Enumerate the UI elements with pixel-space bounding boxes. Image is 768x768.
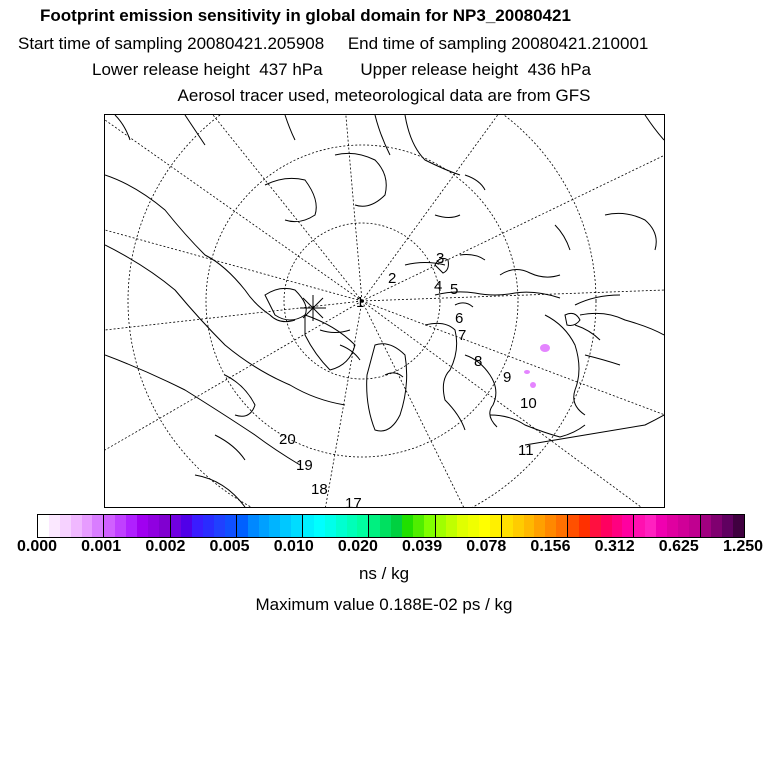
colorbar-tick-label: 0.002 [145,538,186,555]
colorbar-swatch [82,515,93,537]
colorbar-swatch [104,515,115,537]
colorbar-tick-label: 1.250 [722,538,764,555]
colorbar-tick-label: 0.625 [658,538,699,555]
track-labels [279,250,537,507]
colorbar-tick-label: 0.156 [530,538,571,555]
colorbar-swatch [269,515,280,537]
track-label: 6 [455,310,464,327]
colorbar-swatch [424,515,436,537]
track-label: 8 [474,353,483,370]
colorbar-tick-label: 0.005 [209,538,250,555]
colorbar-swatch [722,515,733,537]
colorbar-swatch [556,515,568,537]
colorbar-swatch [60,515,71,537]
colorbar-swatch [701,515,712,537]
colorbar-swatch [634,515,645,537]
colorbar-swatch [259,515,270,537]
colorbar-tick-label: 0.312 [594,538,635,555]
colorbar-swatch [237,515,248,537]
track-label: 10 [520,395,537,412]
colorbar-tick-label: 0.010 [273,538,314,555]
colorbar-swatch [347,515,358,537]
colorbar-swatch [115,515,126,537]
colorbar-swatch [711,515,722,537]
colorbar-swatch [402,515,413,537]
colorbar-swatch [314,515,325,537]
colorbar-swatch [192,515,203,537]
tracer-info-line: Aerosol tracer used, meteorological data are from GFS [177,86,591,105]
maximum-value-label: Maximum value 0.188E-02 ps / kg [255,595,513,614]
colorbar-swatch [502,515,513,537]
colorbar-swatch [612,515,623,537]
colorbar-swatch [733,515,744,537]
colorbar-swatch [524,515,535,537]
colorbar-swatch [579,515,590,537]
colorbar-swatch [568,515,579,537]
colorbar-swatch [479,515,490,537]
colorbar-swatch [380,515,391,537]
colorbar-swatch [689,515,701,537]
colorbar-swatch [446,515,457,537]
star-cross-icon [300,295,326,321]
colorbar-swatch [645,515,656,537]
colorbar-swatch [325,515,336,537]
colorbar-swatch [336,515,347,537]
colorbar-swatch [436,515,447,537]
track-label: 17 [345,495,362,507]
footprint-patches [524,344,550,388]
colorbar-swatch [490,515,502,537]
track-label: 18 [311,481,328,498]
track-label: 3 [436,250,445,267]
colorbar-ticks [0,538,768,558]
colorbar-swatch [225,515,237,537]
polar-map-svg [105,115,664,507]
plot-title: Footprint emission sensitivity in global domain for NP3_20080421 [40,6,571,25]
colorbar-swatch [126,515,137,537]
track-label: 11 [518,442,534,459]
colorbar-tick-label: 0.020 [337,538,378,555]
colorbar-swatch [413,515,424,537]
colorbar-swatch [303,515,314,537]
colorbar-swatch [214,515,225,537]
colorbar-swatch [357,515,369,537]
coastlines [105,115,664,507]
track-label: 5 [450,281,459,298]
colorbar-swatch [203,515,214,537]
colorbar-swatch [457,515,468,537]
colorbar-swatch [534,515,545,537]
colorbar-swatch [678,515,689,537]
colorbar-swatch [656,515,667,537]
colorbar-unit: ns / kg [358,564,410,583]
colorbar-tick-label: 0.000 [16,538,58,555]
colorbar-swatch [38,515,49,537]
colorbar-swatch [590,515,601,537]
colorbar-swatch [159,515,171,537]
track-label: 7 [458,327,467,344]
release-height-line: Lower release height 437 hPa Upper release height 436 hPa [92,60,591,79]
colorbar [37,514,745,538]
colorbar-swatch [601,515,612,537]
sampling-time-line: Start time of sampling 20080421.205908 End time of sampling 20080421.210001 [18,34,649,53]
colorbar-swatch [49,515,60,537]
colorbar-swatch [291,515,303,537]
track-label: 9 [503,369,512,386]
colorbar-swatch [137,515,148,537]
colorbar-swatch [369,515,380,537]
colorbar-swatch [667,515,678,537]
footprint-map [104,114,665,508]
colorbar-swatch [248,515,259,537]
track-label: 1 [356,294,365,311]
colorbar-swatch [545,515,556,537]
colorbar-tick-label: 0.078 [466,538,507,555]
colorbar-swatch [391,515,402,537]
track-label: 4 [434,278,443,295]
colorbar-swatch [513,515,524,537]
colorbar-tick-label: 0.001 [81,538,122,555]
colorbar-swatch [148,515,159,537]
colorbar-swatch [171,515,182,537]
colorbar-swatch [71,515,82,537]
colorbar-swatch [622,515,634,537]
colorbar-swatch [468,515,479,537]
track-label: 19 [296,457,313,474]
track-label: 20 [279,431,296,448]
colorbar-tick-label: 0.039 [402,538,443,555]
track-label: 2 [388,270,397,287]
colorbar-swatch [181,515,192,537]
colorbar-swatch [92,515,104,537]
colorbar-swatch [280,515,291,537]
